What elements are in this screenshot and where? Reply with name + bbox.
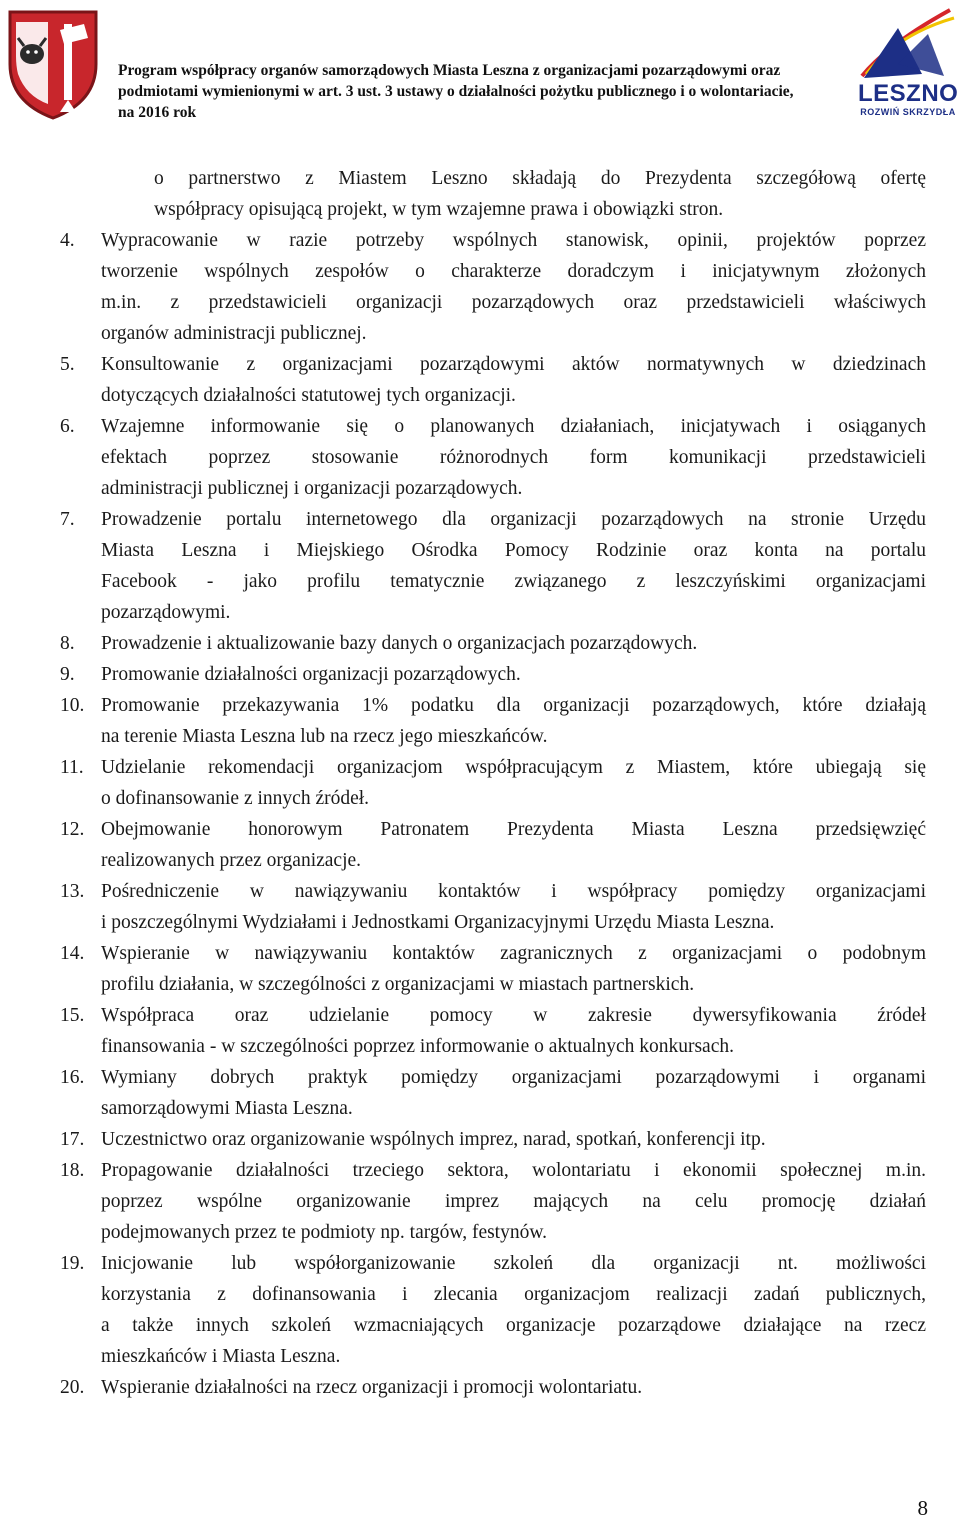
list-item-text-line: administracji publicznej i organizacji pozarządowych. [101,478,523,499]
list-item-text-line: a także innych szkoleń wzmacniających organizacje pozarządowe działające na rzecz [101,1315,926,1336]
list-item-number: 14. [60,943,85,964]
header-title-line: na 2016 rok [118,104,197,121]
list-item-number: 11. [60,757,84,778]
list-item-number: 9. [60,664,75,685]
list-item [60,628,926,659]
leszno-city-logo-icon [858,4,958,84]
list-item-text-line: efektach poprzez stosowanie różnorodnych form komunikacji przedstawicieli [101,447,926,468]
list-item-number: 17. [60,1129,85,1150]
list-item [60,752,926,814]
list-item-number: 12. [60,819,85,840]
list-item-text-line: Obejmowanie honorowym Patronatem Prezydenta Miasta Leszna przedsięwzięć [101,819,926,840]
list-item-text-line: Prowadzenie i aktualizowanie bazy danych o organizacjach pozarządowych. [101,633,698,654]
text-line: współpracy opisującą projekt, w tym wzajemne prawa i obowiązki stron. [154,199,724,220]
list-item-text-line: i poszczególnymi Wydziałami i Jednostkami Organizacyjnymi Urzędu Miasta Leszna. [101,912,775,933]
list-item-text-line: Inicjowanie lub współorganizowanie szkoleń dla organizacji nt. możliwości [101,1253,926,1274]
list-item [60,1000,926,1062]
list-item-number: 18. [60,1160,85,1181]
list-item-text-line: samorządowymi Miasta Leszna. [101,1098,353,1119]
list-item-text-line: Promowanie przekazywania 1% podatku dla organizacji pozarządowych, które działają [101,695,926,716]
list-item-text-line: Uczestnictwo oraz organizowanie wspólnych imprez, narad, spotkań, konferencji itp. [101,1129,766,1150]
list-item-text-line: Wypracowanie w razie potrzeby wspólnych stanowisk, opinii, projektów poprzez [101,230,926,251]
list-item [60,876,926,938]
list-item-text-line: Propagowanie działalności trzeciego sektora, wolontariatu i ekonomii społecznej m.in. [101,1160,926,1181]
list-item-text-line: dotyczących działalności statutowej tych organizacji. [101,385,516,406]
list-item [60,225,926,349]
logo-wordmark: LESZNO [858,80,959,107]
list-item-text-line: Prowadzenie portalu internetowego dla organizacji pozarządowych na stronie Urzędu [101,509,926,530]
list-item [60,1155,926,1248]
list-item [60,1248,926,1372]
list-item-text-line: Wzajemne informowanie się o planowanych działaniach, inicjatywach i osiąganych [101,416,926,437]
list-item-number: 13. [60,881,85,902]
list-item [60,504,926,628]
list-item [60,411,926,504]
list-item [60,1124,926,1155]
document-header-title [118,60,858,123]
list-item [60,690,926,752]
list-item-number: 15. [60,1005,85,1026]
list-item-text-line: pozarządowymi. [101,602,231,623]
leszno-coat-of-arms-icon [4,4,102,122]
list-item-text-line: m.in. z przedstawicieli organizacji pozarządowych oraz przedstawicieli właściwych [101,292,926,313]
list-item [60,349,926,411]
header-title-line: Program współpracy organów samorządowych Miasta Leszna z organizacjami pozarządowymi oraz [118,62,781,79]
list-item-text-line: mieszkańców i Miasta Leszna. [101,1346,341,1367]
list-item [60,1062,926,1124]
list-item-text-line: finansowania - w szczególności poprzez informowanie o aktualnych konkursach. [101,1036,734,1057]
list-item-text-line: Promowanie działalności organizacji pozarządowych. [101,664,521,685]
list-item-number: 8. [60,633,75,654]
list-item-text-line: realizowanych przez organizacje. [101,850,362,871]
list-item-number: 5. [60,354,75,375]
list-item-number: 16. [60,1067,85,1088]
list-item-text-line: Pośredniczenie w nawiązywaniu kontaktów i współpracy pomiędzy organizacjami [101,881,926,902]
list-item [60,814,926,876]
leszno-city-logo [858,4,958,122]
list-item-text-line: poprzez wspólne organizowanie imprez mających na celu promocję działań [101,1191,926,1212]
list-item-number: 10. [60,695,85,716]
list-item-text-line: Wymiany dobrych praktyk pomiędzy organizacjami pozarządowymi i organami [101,1067,926,1088]
list-item-text-line: Udzielanie rekomendacji organizacjom współpracującym z Miastem, które ubiegają się [101,757,926,778]
list-item-text-line: profilu działania, w szczególności z organizacjami w miastach partnerskich. [101,974,695,995]
list-item [60,659,926,690]
list-item-number: 7. [60,509,75,530]
list-item-number: 6. [60,416,75,437]
continuation-paragraph [154,163,926,225]
list-item-text-line: podejmowanych przez te podmioty np. targów, festynów. [101,1222,548,1243]
list-item-number: 4. [60,230,75,251]
list-item-text-line: korzystania z dofinansowania i zlecania organizacjom realizacji zadań publicznych, [101,1284,926,1305]
list-item-text-line: Współpraca oraz udzielanie pomocy w zakresie dywersyfikowania źródeł [101,1005,926,1026]
page-number: 8 [917,1496,928,1520]
list-item-text-line: Konsultowanie z organizacjami pozarządowymi aktów normatywnych w dziedzinach [101,354,926,375]
document-body [60,163,926,1403]
list-item [60,938,926,1000]
list-item-number: 20. [60,1377,85,1398]
list-item-text-line: tworzenie wspólnych zespołów o charakterze doradczym i inicjatywnym złożonych [101,261,926,282]
list-item-text-line: Facebook - jako profilu tematycznie związanego z leszczyńskimi organizacjami [101,571,926,592]
list-item-number: 19. [60,1253,85,1274]
list-item [60,1372,926,1403]
list-item-text-line: na terenie Miasta Leszna lub na rzecz jego mieszkańców. [101,726,548,747]
list-item-text-line: Wspieranie działalności na rzecz organizacji i promocji wolontariatu. [101,1377,643,1398]
text-line: o partnerstwo z Miastem Leszno składają do Prezydenta szczegółową ofertę [154,168,926,189]
list-item-text-line: Miasta Leszna i Miejskiego Ośrodka Pomocy Rodzinie oraz konta na portalu [101,540,926,561]
page-header [0,0,960,130]
logo-tagline: ROZWIŃ SKRZYDŁA [860,107,956,117]
numbered-list [60,225,926,1403]
header-title-line: podmiotami wymienionymi w art. 3 ust. 3 ustawy o działalności pożytku publicznego i o wolontariacie, [118,83,794,100]
list-item-text-line: Wspieranie w nawiązywaniu kontaktów zagranicznych z organizacjami o podobnym [101,943,926,964]
list-item-text-line: organów administracji publicznej. [101,323,367,344]
list-item-text-line: o dofinansowanie z innych źródeł. [101,788,370,809]
